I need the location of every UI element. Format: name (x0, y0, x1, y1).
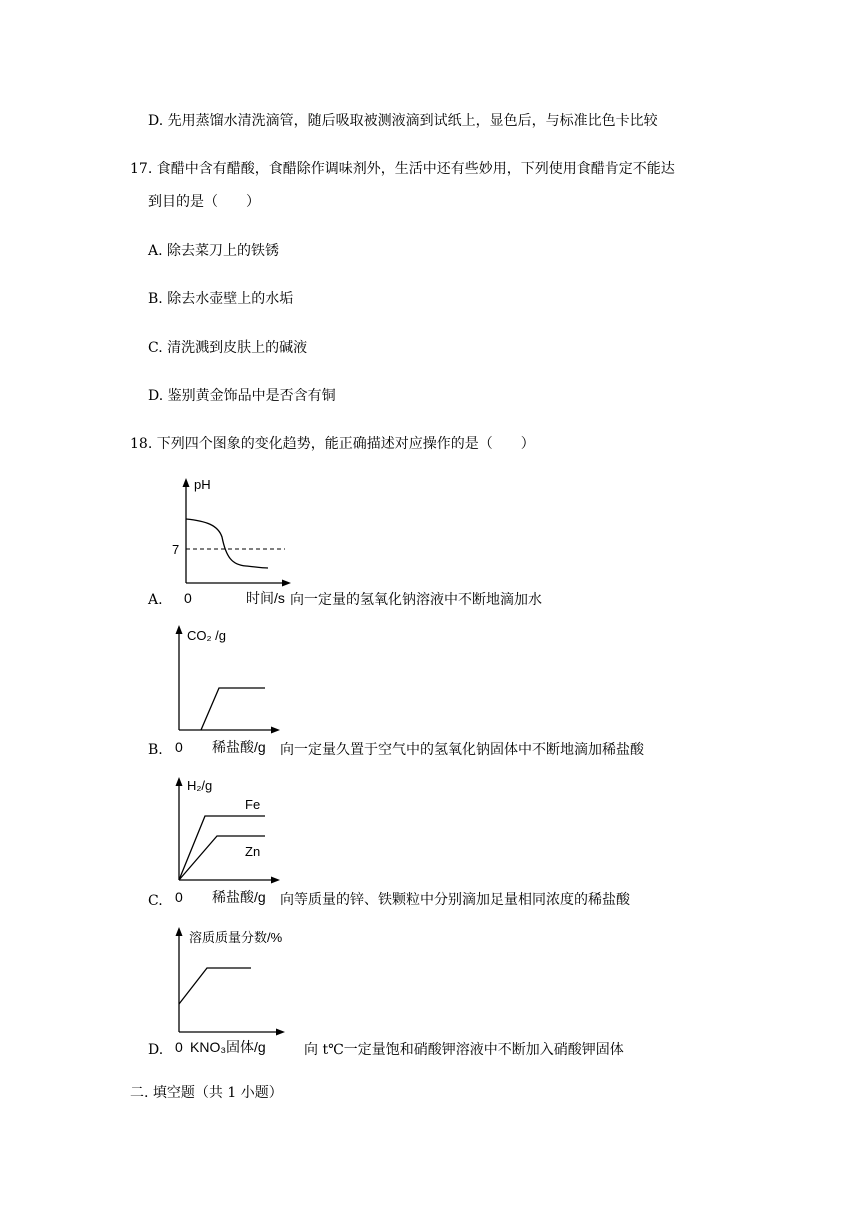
q17-option-d: D. 鉴别黄金饰品中是否含有铜 (148, 388, 336, 404)
graph-b-y-label: CO₂ /g (187, 628, 226, 643)
q17-stem-line2: 到目的是（ ） (148, 194, 260, 210)
graph-b-x-arrow (271, 727, 280, 734)
graph-c-fe-label: Fe (245, 797, 261, 812)
q17-option-c: C. 清洗溅到皮肤上的碱液 (148, 340, 308, 356)
graph-b-desc: 向一定量久置于空气中的氢氧化钠固体中不断地滴加稀盐酸 (280, 742, 644, 758)
graph-d-x-label: KNO₃固体/g (190, 1039, 266, 1055)
q17-option-b: B. 除去水壶壁上的水垢 (148, 291, 294, 307)
graph-c-y-arrow (176, 777, 183, 786)
graph-c-origin: 0 (175, 889, 183, 905)
graph-b-letter: B. (148, 742, 163, 758)
graph-a-ref-label: 7 (172, 542, 180, 557)
graph-a-y-arrow (183, 478, 190, 487)
graph-c-x-arrow (271, 877, 280, 884)
graph-a-letter: A. (148, 592, 163, 608)
graph-c (165, 772, 295, 890)
graph-d-letter: D. (148, 1042, 164, 1058)
graph-a-origin: 0 (184, 590, 192, 606)
graph-b-origin: 0 (175, 739, 183, 755)
graph-d-curve (179, 968, 251, 1004)
graph-a-desc: 向一定量的氢氧化钠溶液中不断地滴加水 (290, 592, 542, 608)
q16-option-d: D. 先用蒸馏水清洗滴管，随后吸取被测液滴到试纸上，显色后，与标准比色卡比较 (148, 113, 658, 129)
graph-d-y-arrow (176, 927, 183, 936)
graph-c-desc: 向等质量的锌、铁颗粒中分别滴加足量相同浓度的稀盐酸 (280, 892, 630, 908)
graph-c-x-label: 稀盐酸/g (212, 889, 266, 905)
graph-a-x-label: 时间/s (246, 590, 285, 606)
graph-d-origin: 0 (175, 1039, 183, 1055)
graph-b-curve (201, 688, 265, 730)
graph-c-y-label: H₂/g (187, 778, 213, 793)
graph-d (165, 922, 300, 1040)
graph-d-desc: 向 t℃一定量饱和硝酸钾溶液中不断加入硝酸钾固体 (304, 1042, 624, 1058)
q18-stem: 18. 下列四个图象的变化趋势，能正确描述对应操作的是（ ） (130, 436, 535, 452)
graph-b-x-label: 稀盐酸/g (212, 739, 266, 755)
graph-a-curve (186, 519, 268, 568)
graph-d-x-arrow (276, 1029, 285, 1036)
graph-a-y-label: pH (194, 477, 211, 492)
graph-d-y-label: 溶质质量分数/% (189, 930, 283, 945)
section-2-title: 二. 填空题（共 1 小题） (130, 1085, 283, 1101)
graph-c-zn-label: Zn (245, 844, 261, 859)
graph-a-x-arrow (282, 580, 291, 587)
graph-b (165, 620, 295, 740)
q17-option-a: A. 除去菜刀上的铁锈 (148, 243, 280, 259)
q17-stem-line1: 17. 食醋中含有醋酸，食醋除作调味剂外，生活中还有些妙用，下列使用食醋肯定不能达 (130, 161, 675, 177)
graph-c-letter: C. (148, 893, 163, 909)
graph-b-y-arrow (176, 625, 183, 634)
